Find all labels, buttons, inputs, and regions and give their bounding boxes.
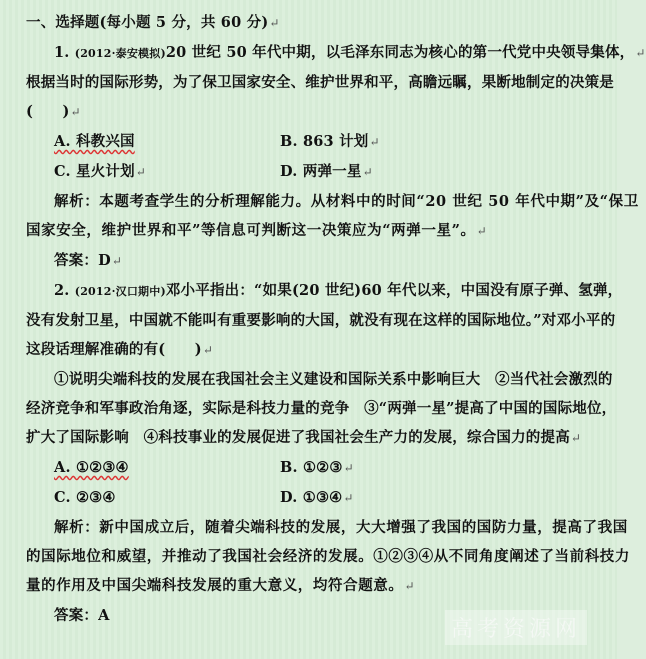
q2-stem-line-2: 没有发射卫星，中国就不能叫有重要影响的大国，就没有现在这样的国际地位。”对邓小平的	[26, 312, 616, 329]
q2-source: (2012·汉口期中)	[74, 285, 166, 298]
q2-option-d: D. ①③④↵	[280, 489, 354, 506]
section-title: 一、选择题(每小题 5 分，共 60 分)↵	[26, 14, 280, 31]
q1-source: (2012·泰安模拟)	[74, 47, 166, 60]
q1-options-ab	[26, 127, 603, 157]
q1-option-b: B. 863 计划↵	[280, 133, 380, 150]
q1-stem-line-2: 根据当时的国际形势，为了保卫国家安全、维护世界和平，高瞻远瞩，果断地制定的决策是	[26, 74, 614, 91]
q2-option-c: C. ②③④	[54, 489, 116, 506]
q2-statements-line-2: 经济竞争和军事政治角逐，实际是科技力量的竞争 ③“两弹一星”提高了中国的国际地位，	[26, 400, 617, 417]
q1-answer: 答案：D↵	[54, 252, 123, 269]
q2-answer: 答案：A	[54, 607, 110, 624]
q1-analysis-line-1: 解析：本题考查学生的分析理解能力。从材料中的时间“20 世纪 50 年代中期”及“保卫	[54, 193, 639, 210]
q2-option-b: B. ①②③↵	[280, 459, 354, 476]
q2-analysis-line-3: 量的作用及中国尖端科技发展的重大意义，均符合题意。↵	[26, 577, 416, 594]
q1-options-cd	[26, 157, 603, 187]
q1-stem-line-3: ( )↵	[26, 103, 81, 120]
q2-analysis-line-2: 的国际地位和威望，并推动了我国社会经济的发展。①②③④从不同角度阐述了当前科技力	[26, 548, 630, 565]
q2-stem-line-3: 这段话理解准确的有( )↵	[26, 341, 214, 358]
q2-statements-line-1: ①说明尖端科技的发展在我国社会主义建设和国际关系中影响巨大 ②当代社会激烈的	[54, 371, 613, 388]
q1-analysis-line-2: 国家安全，维护世界和平”等信息可判断这一决策应为“两弹一星”。↵	[26, 222, 488, 239]
q1-stem-line-1: 1. (2012·泰安模拟)20 世纪 50 年代中期，以毛泽东同志为核心的第一代党中央领导集体，↵	[54, 44, 646, 61]
q2-options-ab	[26, 453, 603, 483]
q1-option-d: D. 两弹一星↵	[280, 163, 373, 180]
q2-option-a: A. ①②③④	[54, 459, 129, 476]
watermark: 高考资源网	[445, 610, 587, 645]
q2-analysis-line-1: 解析：新中国成立后，随着尖端科技的发展，大大增强了我国的国防力量，提高了我国	[54, 519, 628, 536]
q2-statements-line-3: 扩大了国际影响 ④科技事业的发展促进了我国社会生产力的发展，综合国力的提高↵	[26, 429, 582, 446]
q2-options-cd	[26, 483, 603, 513]
q1-option-a: A. 科教兴国	[54, 133, 135, 150]
q2-stem-line-1: 2. (2012·汉口期中)邓小平指出：“如果(20 世纪)60 年代以来，中国没有原子弹、氢弹，	[54, 282, 623, 299]
q1-option-c: C. 星火计划↵	[54, 163, 147, 180]
